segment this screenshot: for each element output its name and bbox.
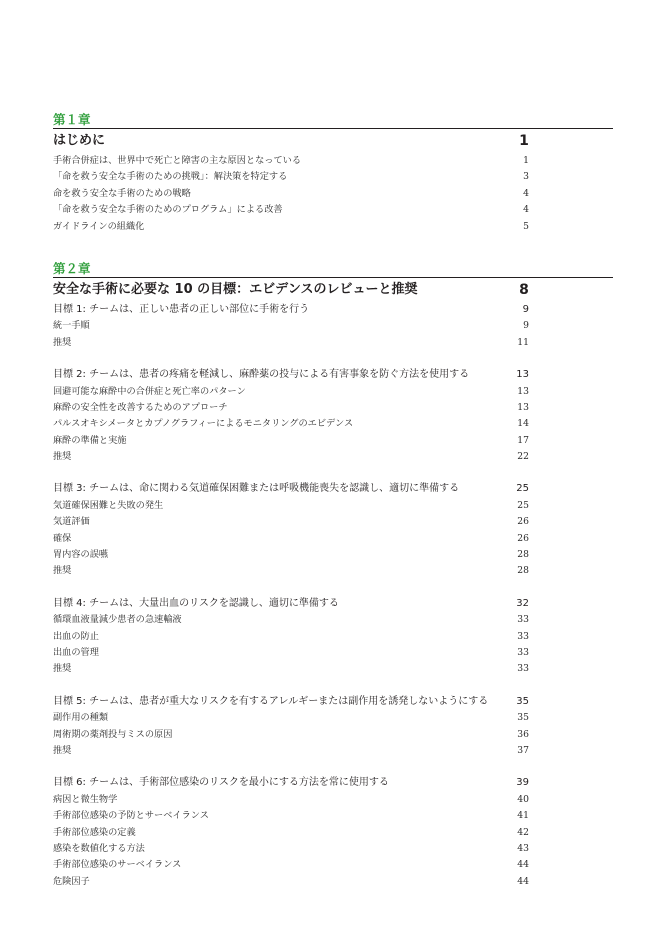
toc-entry-page: 28 <box>517 565 529 577</box>
toc-entry[interactable] <box>53 498 613 514</box>
toc-entry-title: 胃内容の誤嚥 <box>53 549 109 561</box>
toc-entry[interactable] <box>53 514 613 530</box>
toc-entry-page: 40 <box>517 793 529 805</box>
toc-entry-title: 推奨 <box>53 744 72 756</box>
toc-entry-page: 33 <box>517 663 529 675</box>
toc-entry[interactable] <box>53 563 613 579</box>
toc-entry-page: 33 <box>517 630 529 642</box>
toc-entry-title: 推奨 <box>53 451 72 463</box>
toc-entry-page: 22 <box>517 451 529 463</box>
toc-entry-title: 危険因子 <box>53 875 90 887</box>
toc-entry-title: 「命を救う安全な手術のためのプログラム」による改善 <box>53 204 283 216</box>
toc-entry[interactable] <box>53 384 613 400</box>
goal-entry-title: 目標 2: チームは、患者の疼痛を軽減し、麻酔薬の投与による有害事象を防ぐ方法を使用する <box>53 369 470 381</box>
toc-entry[interactable] <box>53 841 613 857</box>
goal-entry-title: 目標 1: チームは、正しい患者の正しい部位に手術を行う <box>53 303 310 315</box>
goal-entry[interactable] <box>53 481 613 497</box>
toc-entry-page: 4 <box>523 187 529 199</box>
toc-entry[interactable] <box>53 612 613 628</box>
spacer <box>53 465 613 481</box>
toc-entry-title: 病因と微生物学 <box>53 793 118 805</box>
toc-entry[interactable] <box>53 857 613 873</box>
toc-entry-title: 回避可能な麻酔中の合併症と死亡率のパターン <box>53 385 246 397</box>
toc-entry-title: 推奨 <box>53 336 72 348</box>
chapter-page-number: 8 <box>519 281 529 298</box>
toc-entry-title: 統一手順 <box>53 320 90 332</box>
spacer <box>53 678 613 694</box>
toc-entry-page: 41 <box>517 810 529 822</box>
toc-entry-title: 麻酔の準備と実施 <box>53 434 127 446</box>
toc-entry-title: 副作用の種類 <box>53 712 109 724</box>
toc-entry[interactable] <box>53 710 613 726</box>
chapter-label: 第１章 <box>53 112 91 127</box>
goal-entry-page: 13 <box>516 369 529 381</box>
toc-entry-page: 35 <box>517 712 529 724</box>
goal-entry[interactable] <box>53 596 613 612</box>
toc-entry-title: 推奨 <box>53 663 72 675</box>
chapter-title: 安全な手術に必要な 10 の目標：エビデンスのレビューと推奨 <box>53 281 418 297</box>
toc-entry-page: 42 <box>517 826 529 838</box>
toc-entry[interactable] <box>53 531 613 547</box>
toc-entry-page: 25 <box>517 499 529 511</box>
spacer <box>53 580 613 596</box>
chapter-title: はじめに <box>53 133 106 148</box>
toc-entry[interactable] <box>53 743 613 759</box>
toc-entry-page: 37 <box>517 744 529 756</box>
toc-entry-title: 命を救う安全な手術のための戦略 <box>53 187 191 199</box>
toc-entry[interactable] <box>53 153 613 169</box>
toc-entry-page: 4 <box>523 204 529 216</box>
spacer <box>53 351 613 367</box>
toc-entry-page: 17 <box>517 434 529 446</box>
toc-entry-title: 気道評価 <box>53 516 90 528</box>
goal-entry-page: 9 <box>522 303 529 315</box>
toc-entry[interactable] <box>53 629 613 645</box>
toc-entry-page: 43 <box>517 842 529 854</box>
toc-entry-page: 11 <box>517 336 529 348</box>
goal-entry-title: 目標 3: チームは、命に関わる気道確保困難または呼吸機能喪失を認識し、適切に準備する <box>53 483 460 495</box>
toc-entry-page: 36 <box>517 728 529 740</box>
toc-entry-page: 44 <box>517 859 529 871</box>
toc-entry-page: 26 <box>517 516 529 528</box>
toc-entry-page: 26 <box>517 532 529 544</box>
toc-entry[interactable] <box>53 808 613 824</box>
toc-entry-page: 13 <box>517 385 529 397</box>
toc-entry[interactable] <box>53 335 613 351</box>
toc-entry-page: 5 <box>523 220 529 232</box>
spacer <box>53 235 613 260</box>
chapter-heading[interactable] <box>53 277 613 302</box>
table-of-contents <box>53 111 613 890</box>
toc-entry[interactable] <box>53 433 613 449</box>
toc-entry-title: 手術部位感染の定義 <box>53 826 136 838</box>
toc-entry-title: 「命を救う安全な手術のための挑戦」：解決策を特定する <box>53 171 288 183</box>
chapter-label: 第２章 <box>53 260 91 276</box>
goal-entry-title: 目標 4: チームは、大量出血のリスクを認識し、適切に準備する <box>53 597 339 609</box>
toc-entry-title: 気道確保困難と失敗の発生 <box>53 499 164 511</box>
toc-entry-title: 周術期の薬剤投与ミスの原因 <box>53 728 173 740</box>
toc-entry[interactable] <box>53 825 613 841</box>
toc-entry[interactable] <box>53 202 613 218</box>
toc-entry[interactable] <box>53 449 613 465</box>
toc-entry-page: 13 <box>517 401 529 413</box>
toc-entry[interactable] <box>53 318 613 334</box>
goal-entry-title: 目標 5: チームは、患者が重大なリスクを有するアレルギーまたは副作用を誘発しないようにする <box>53 695 489 707</box>
toc-entry-title: パルスオキシメータとカプノグラフィーによるモニタリングのエビデンス <box>53 418 354 430</box>
toc-entry-title: 出血の防止 <box>53 630 99 642</box>
chapter-heading[interactable] <box>53 128 613 153</box>
toc-entry-title: 出血の管理 <box>53 646 99 658</box>
toc-entry-title: 循環血液量減少患者の急速輸液 <box>53 614 182 626</box>
toc-entry[interactable] <box>53 400 613 416</box>
toc-entry-page: 33 <box>517 614 529 626</box>
toc-entry-title: 手術部位感染の予防とサーベイランス <box>53 810 209 822</box>
goal-entry[interactable] <box>53 775 613 791</box>
chapter-page-number: 1 <box>519 133 529 149</box>
goal-entry-title: 目標 6: チームは、手術部位感染のリスクを最小にする方法を常に使用する <box>53 777 389 789</box>
toc-entry-title: 手術合併症は、世界中で死亡と障害の主な原因となっている <box>53 155 302 166</box>
toc-entry-title: 推奨 <box>53 565 72 577</box>
goal-entry-page: 32 <box>516 597 529 609</box>
toc-entry[interactable] <box>53 661 613 677</box>
spacer <box>53 759 613 775</box>
toc-entry-title: 感染を数値化する方法 <box>53 842 145 854</box>
toc-entry-page: 1 <box>523 155 529 166</box>
toc-entry-page: 14 <box>517 418 529 430</box>
toc-entry-page: 44 <box>517 875 529 887</box>
goal-entry[interactable] <box>53 302 613 318</box>
toc-entry[interactable] <box>53 547 613 563</box>
toc-entry[interactable] <box>53 645 613 661</box>
goal-entry-page: 25 <box>516 483 529 495</box>
toc-entry-title: ガイドラインの組織化 <box>53 220 145 232</box>
toc-entry-title: 麻酔の安全性を改善するためのアプローチ <box>53 401 228 413</box>
toc-entry-title: 手術部位感染のサーベイランス <box>53 859 182 871</box>
toc-entry[interactable] <box>53 727 613 743</box>
toc-entry-page: 3 <box>523 171 529 183</box>
toc-entry[interactable] <box>53 169 613 185</box>
goal-entry[interactable] <box>53 367 613 383</box>
toc-entry[interactable] <box>53 416 613 432</box>
toc-entry[interactable] <box>53 874 613 890</box>
toc-entry-page: 9 <box>523 320 529 332</box>
toc-entry-title: 確保 <box>53 532 72 544</box>
toc-entry-page: 28 <box>517 549 529 561</box>
toc-entry[interactable] <box>53 792 613 808</box>
toc-entry[interactable] <box>53 186 613 202</box>
goal-entry[interactable] <box>53 694 613 710</box>
goal-entry-page: 35 <box>516 695 529 707</box>
goal-entry-page: 39 <box>516 777 529 789</box>
toc-entry[interactable] <box>53 219 613 235</box>
toc-entry-page: 33 <box>517 646 529 658</box>
